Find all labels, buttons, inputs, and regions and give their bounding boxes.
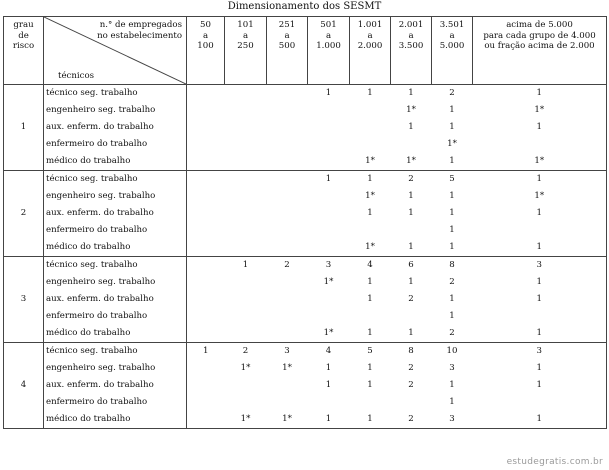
value-cell bbox=[267, 85, 308, 102]
value-cell: 1 bbox=[367, 276, 373, 287]
technician-label: aux. enferm. do trabalho bbox=[44, 377, 187, 394]
value-cell bbox=[225, 136, 267, 153]
value-cell: 1* bbox=[406, 105, 416, 116]
techs-label: técnicos bbox=[58, 70, 95, 81]
value-cell: 1 bbox=[408, 88, 414, 99]
value-cell bbox=[187, 170, 225, 187]
value-cell bbox=[473, 222, 607, 239]
value-cell: 1 bbox=[449, 105, 455, 116]
value-cell bbox=[473, 136, 607, 153]
value-cell bbox=[267, 222, 308, 239]
value-cell: 1 bbox=[350, 411, 391, 428]
value-cell bbox=[350, 102, 391, 119]
value-cell: 2 bbox=[391, 411, 432, 428]
value-cell: 8 bbox=[408, 345, 414, 356]
range-header-7: acima de 5.000 para cada grupo de 4.000 ou fração acima de 2.000 bbox=[473, 17, 607, 85]
value-cell: 1 bbox=[242, 259, 249, 270]
value-cell bbox=[473, 394, 607, 411]
value-cell: 3 bbox=[473, 342, 607, 359]
range-header-2: 251 a 500 bbox=[267, 17, 308, 85]
value-cell: 3 bbox=[432, 411, 473, 428]
technician-label: técnico seg. trabalho bbox=[44, 342, 187, 359]
value-cell bbox=[187, 274, 225, 291]
value-cell bbox=[267, 377, 308, 394]
technician-label: médico do trabalho bbox=[44, 239, 187, 256]
value-cell bbox=[391, 136, 432, 153]
value-cell bbox=[267, 136, 308, 153]
value-cell bbox=[187, 256, 225, 273]
value-cell: 1 bbox=[367, 362, 373, 373]
value-cell: 1 bbox=[367, 208, 373, 219]
value-cell: 1 bbox=[473, 205, 607, 222]
value-cell: 1 bbox=[449, 380, 455, 391]
table-row bbox=[4, 222, 607, 239]
value-cell: 2 bbox=[449, 88, 455, 99]
value-cell: 6 bbox=[408, 259, 414, 270]
grau-risco-cell: 4 bbox=[4, 342, 44, 428]
value-cell: 4 bbox=[367, 259, 373, 270]
value-cell: 3 bbox=[284, 345, 290, 356]
value-cell bbox=[267, 153, 308, 170]
table-row bbox=[4, 394, 607, 411]
technician-label: médico do trabalho bbox=[44, 411, 187, 428]
value-cell bbox=[187, 153, 225, 170]
value-cell: 1 bbox=[408, 190, 414, 201]
range-header-0: 50 a 100 bbox=[187, 17, 225, 85]
table-row bbox=[4, 377, 607, 394]
technician-label: enfermeiro do trabalho bbox=[44, 222, 187, 239]
table-row bbox=[4, 274, 607, 291]
value-cell: 1 bbox=[449, 294, 455, 305]
value-cell bbox=[308, 394, 350, 411]
value-cell: 1 bbox=[367, 380, 373, 391]
technician-label: médico do trabalho bbox=[44, 153, 187, 170]
value-cell bbox=[308, 102, 350, 119]
value-cell: 1 bbox=[367, 294, 373, 305]
value-cell: 1* bbox=[350, 239, 391, 256]
value-cell bbox=[225, 308, 267, 325]
value-cell: 1 bbox=[449, 208, 455, 219]
value-cell bbox=[308, 291, 350, 308]
value-cell: 2 bbox=[284, 259, 290, 270]
technician-label: enfermeiro do trabalho bbox=[44, 136, 187, 153]
value-cell bbox=[187, 222, 225, 239]
value-cell bbox=[187, 308, 225, 325]
value-cell: 1 bbox=[203, 345, 209, 356]
technician-label: médico do trabalho bbox=[44, 325, 187, 342]
value-cell bbox=[225, 291, 267, 308]
value-cell bbox=[187, 394, 225, 411]
value-cell: 2 bbox=[449, 276, 455, 287]
value-cell: 1 bbox=[473, 239, 607, 256]
value-cell bbox=[267, 394, 308, 411]
value-cell bbox=[308, 239, 350, 256]
value-cell: 1 bbox=[325, 88, 332, 99]
value-cell: 1* bbox=[391, 153, 432, 170]
value-cell bbox=[350, 308, 391, 325]
value-cell bbox=[187, 85, 225, 102]
value-cell: 3 bbox=[449, 362, 455, 373]
value-cell: 1* bbox=[350, 153, 391, 170]
value-cell: 1 bbox=[449, 190, 455, 201]
table-row bbox=[4, 342, 607, 359]
value-cell: 1* bbox=[473, 188, 607, 205]
value-cell: 3 bbox=[325, 259, 332, 270]
value-cell: 1 bbox=[473, 170, 607, 187]
technician-label: técnico seg. trabalho bbox=[44, 256, 187, 273]
value-cell bbox=[391, 308, 432, 325]
grau-risco-cell: 3 bbox=[4, 256, 44, 342]
value-cell bbox=[267, 325, 308, 342]
table-body bbox=[4, 85, 607, 429]
table-row bbox=[4, 360, 607, 377]
value-cell bbox=[350, 119, 391, 136]
value-cell bbox=[473, 308, 607, 325]
value-cell bbox=[187, 360, 225, 377]
value-cell bbox=[267, 239, 308, 256]
value-cell bbox=[225, 170, 267, 187]
value-cell: 2 bbox=[408, 362, 414, 373]
value-cell: 1* bbox=[225, 411, 267, 428]
value-cell: 1* bbox=[308, 325, 350, 342]
table-row bbox=[4, 256, 607, 273]
table-title: Dimensionamento dos SESMT bbox=[227, 1, 382, 12]
value-cell bbox=[225, 325, 267, 342]
value-cell: 1 bbox=[325, 362, 332, 373]
range-header-6: 3.501 a 5.000 bbox=[432, 17, 473, 85]
range-header-3: 501 a 1.000 bbox=[308, 17, 350, 85]
value-cell bbox=[391, 222, 432, 239]
value-cell: 1 bbox=[473, 274, 607, 291]
table-row bbox=[4, 170, 607, 187]
value-cell bbox=[308, 119, 350, 136]
value-cell: 1 bbox=[432, 239, 473, 256]
table-row bbox=[4, 411, 607, 428]
table-row bbox=[4, 119, 607, 136]
technician-label: enfermeiro do trabalho bbox=[44, 394, 187, 411]
table-row bbox=[4, 291, 607, 308]
technician-label: enfermeiro do trabalho bbox=[44, 308, 187, 325]
table-row bbox=[4, 85, 607, 102]
value-cell: 1 bbox=[325, 174, 332, 185]
grau-header: grau de risco bbox=[4, 17, 44, 85]
range-header-4: 1.001 a 2.000 bbox=[350, 17, 391, 85]
value-cell: 1 bbox=[432, 153, 473, 170]
table-row bbox=[4, 239, 607, 256]
value-cell bbox=[225, 377, 267, 394]
value-cell: 1* bbox=[267, 411, 308, 428]
value-cell bbox=[391, 394, 432, 411]
value-cell: 1 bbox=[391, 239, 432, 256]
value-cell: 5 bbox=[449, 174, 455, 185]
value-cell bbox=[350, 222, 391, 239]
value-cell: 1 bbox=[308, 411, 350, 428]
diagonal-header-cell bbox=[44, 17, 187, 85]
value-cell: 1 bbox=[391, 325, 432, 342]
value-cell bbox=[267, 205, 308, 222]
value-cell: 1 bbox=[408, 276, 414, 287]
value-cell: 1 bbox=[473, 360, 607, 377]
value-cell: 10 bbox=[446, 345, 458, 356]
value-cell: 1 bbox=[449, 311, 455, 322]
technician-label: engenheiro seg. trabalho bbox=[44, 274, 187, 291]
value-cell: 1* bbox=[240, 362, 251, 373]
table-row bbox=[4, 153, 607, 170]
value-cell: 1 bbox=[408, 208, 414, 219]
value-cell: 1 bbox=[325, 380, 332, 391]
value-cell bbox=[308, 153, 350, 170]
value-cell bbox=[225, 239, 267, 256]
value-cell: 1* bbox=[323, 276, 334, 287]
sesmt-table bbox=[3, 16, 607, 429]
value-cell bbox=[225, 119, 267, 136]
value-cell bbox=[187, 188, 225, 205]
value-cell: 1 bbox=[408, 122, 414, 133]
table-row bbox=[4, 205, 607, 222]
value-cell: 1 bbox=[473, 325, 607, 342]
value-cell bbox=[225, 102, 267, 119]
technician-label: engenheiro seg. trabalho bbox=[44, 102, 187, 119]
value-cell: 2 bbox=[408, 174, 414, 185]
value-cell bbox=[225, 394, 267, 411]
range-header-1: 101 a 250 bbox=[225, 17, 267, 85]
value-cell: 1* bbox=[473, 153, 607, 170]
technician-label: aux. enferm. do trabalho bbox=[44, 119, 187, 136]
value-cell: 1 bbox=[473, 85, 607, 102]
value-cell: 2 bbox=[408, 294, 414, 305]
value-cell bbox=[308, 222, 350, 239]
value-cell: 1* bbox=[447, 139, 457, 150]
value-cell bbox=[267, 291, 308, 308]
value-cell bbox=[225, 153, 267, 170]
value-cell: 1 bbox=[449, 397, 455, 408]
value-cell bbox=[187, 291, 225, 308]
value-cell: 4 bbox=[325, 345, 332, 356]
value-cell: 1 bbox=[449, 225, 455, 236]
value-cell: 2 bbox=[242, 345, 249, 356]
value-cell bbox=[187, 377, 225, 394]
value-cell bbox=[187, 102, 225, 119]
value-cell bbox=[267, 119, 308, 136]
technician-label: aux. enferm. do trabalho bbox=[44, 291, 187, 308]
value-cell: 1 bbox=[473, 291, 607, 308]
value-cell: 1 bbox=[473, 411, 607, 428]
value-cell: 8 bbox=[449, 259, 455, 270]
table-row bbox=[4, 102, 607, 119]
value-cell bbox=[187, 205, 225, 222]
value-cell: 1 bbox=[350, 325, 391, 342]
value-cell bbox=[308, 308, 350, 325]
value-cell bbox=[267, 308, 308, 325]
value-cell bbox=[187, 411, 225, 428]
technician-label: aux. enferm. do trabalho bbox=[44, 205, 187, 222]
value-cell: 1 bbox=[367, 174, 373, 185]
grau-risco-cell: 1 bbox=[4, 85, 44, 171]
value-cell: 2 bbox=[432, 325, 473, 342]
value-cell: 1 bbox=[449, 122, 455, 133]
value-cell bbox=[225, 205, 267, 222]
value-cell: 5 bbox=[367, 345, 373, 356]
header-row bbox=[4, 17, 607, 85]
value-cell: 1 bbox=[473, 377, 607, 394]
value-cell bbox=[267, 170, 308, 187]
table-row bbox=[4, 136, 607, 153]
value-cell: 1 bbox=[473, 119, 607, 136]
value-cell: 1* bbox=[365, 190, 375, 201]
value-cell: 1* bbox=[473, 102, 607, 119]
employees-label: n.° de empregados no estabelecimento bbox=[97, 20, 182, 41]
value-cell: 1 bbox=[367, 88, 373, 99]
value-cell bbox=[225, 85, 267, 102]
technician-label: engenheiro seg. trabalho bbox=[44, 188, 187, 205]
value-cell bbox=[267, 102, 308, 119]
value-cell bbox=[267, 274, 308, 291]
value-cell bbox=[267, 188, 308, 205]
range-header-5: 2.001 a 3.500 bbox=[391, 17, 432, 85]
value-cell bbox=[308, 188, 350, 205]
value-cell bbox=[350, 136, 391, 153]
value-cell bbox=[187, 325, 225, 342]
value-cell bbox=[225, 188, 267, 205]
technician-label: engenheiro seg. trabalho bbox=[44, 360, 187, 377]
value-cell bbox=[225, 222, 267, 239]
value-cell bbox=[350, 394, 391, 411]
table-row bbox=[4, 308, 607, 325]
table-row bbox=[4, 188, 607, 205]
value-cell bbox=[187, 136, 225, 153]
value-cell bbox=[308, 205, 350, 222]
grau-risco-cell: 2 bbox=[4, 170, 44, 256]
value-cell: 1* bbox=[282, 362, 292, 373]
value-cell bbox=[225, 274, 267, 291]
value-cell bbox=[187, 239, 225, 256]
value-cell bbox=[187, 119, 225, 136]
value-cell bbox=[308, 136, 350, 153]
technician-label: técnico seg. trabalho bbox=[44, 170, 187, 187]
value-cell: 3 bbox=[473, 256, 607, 273]
footer-watermark: estudegratis.com.br bbox=[506, 457, 603, 467]
value-cell: 2 bbox=[408, 380, 414, 391]
technician-label: técnico seg. trabalho bbox=[44, 85, 187, 102]
table-row bbox=[4, 325, 607, 342]
